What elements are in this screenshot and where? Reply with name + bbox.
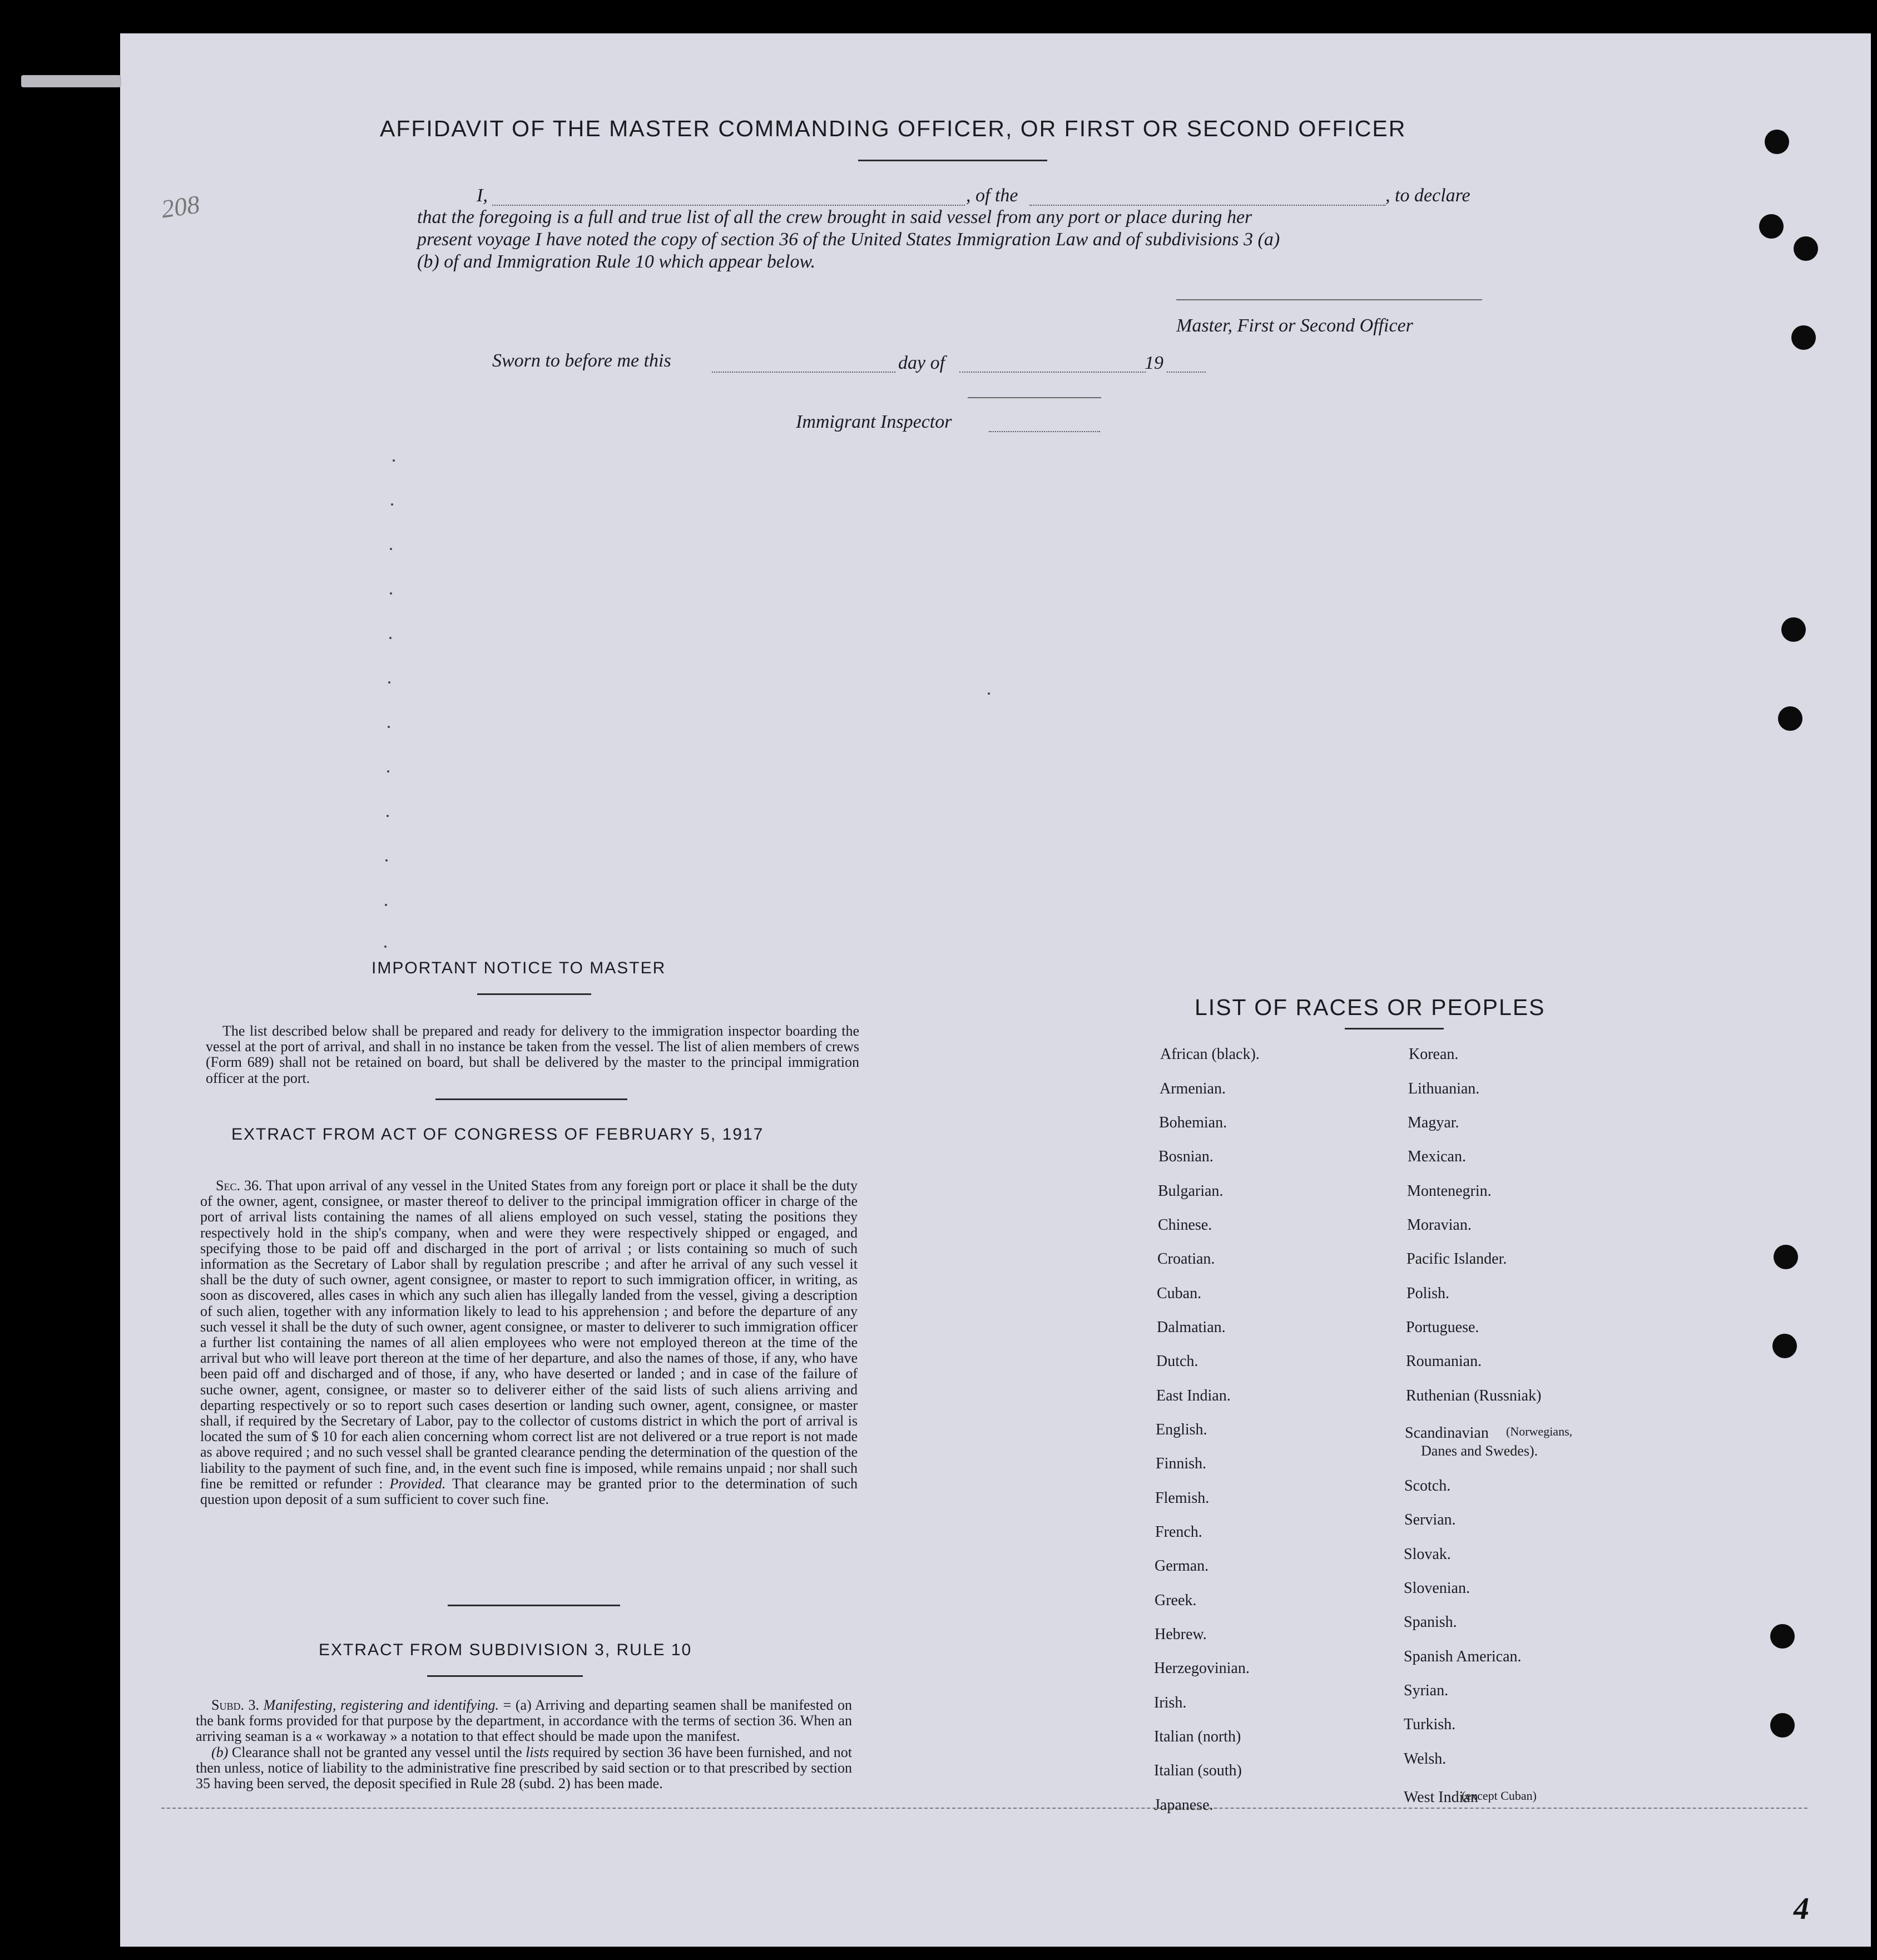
rule-extract-body bbox=[196, 1697, 852, 1791]
name-blank bbox=[492, 205, 965, 206]
race-item: Syrian. bbox=[1404, 1682, 1449, 1699]
race-item: Greek. bbox=[1155, 1592, 1197, 1609]
stray-dot bbox=[385, 859, 388, 862]
day-of-label: day of bbox=[898, 353, 945, 373]
affidavit-i: I, bbox=[477, 185, 488, 206]
race-item: Italian (north) bbox=[1154, 1728, 1241, 1745]
corner-handwritten-mark: 4 bbox=[1794, 1892, 1809, 1926]
race-item: Scotch. bbox=[1404, 1477, 1451, 1494]
race-item: Dutch. bbox=[1156, 1353, 1198, 1370]
race-item: Korean. bbox=[1409, 1046, 1459, 1063]
binder-hole bbox=[1765, 130, 1789, 154]
race-item: Irish. bbox=[1154, 1694, 1187, 1711]
race-item: Lithuanian. bbox=[1408, 1080, 1480, 1097]
race-item: French. bbox=[1155, 1523, 1202, 1541]
race-item: Polish. bbox=[1406, 1285, 1450, 1302]
inspector-caption: Immigrant Inspector bbox=[796, 412, 952, 432]
race-item: Flemish. bbox=[1155, 1489, 1210, 1507]
race-item: Croatian. bbox=[1157, 1250, 1215, 1268]
stray-dot bbox=[388, 726, 390, 728]
races-title: LIST OF RACES OR PEOPLES bbox=[1195, 994, 1546, 1020]
race-item: Mexican. bbox=[1408, 1148, 1466, 1165]
vessel-blank bbox=[1029, 205, 1385, 206]
race-item: Bohemian. bbox=[1159, 1114, 1227, 1131]
race-item: Moravian. bbox=[1407, 1216, 1472, 1234]
race-item: Magyar. bbox=[1408, 1114, 1459, 1131]
stray-dot bbox=[385, 904, 387, 906]
sec-label: Sec. 36. bbox=[216, 1177, 263, 1194]
year-blank bbox=[1167, 372, 1206, 373]
signature-caption: Master, First or Second Officer bbox=[1176, 315, 1413, 336]
stray-dot bbox=[393, 459, 395, 462]
race-item: West Indian bbox=[1404, 1789, 1478, 1806]
race-item: Chinese. bbox=[1158, 1216, 1212, 1234]
race-item: Herzegovinian. bbox=[1154, 1660, 1250, 1677]
race-item: Ruthenian (Russniak) bbox=[1406, 1387, 1542, 1404]
race-item: African (black). bbox=[1160, 1046, 1260, 1063]
binder-hole bbox=[1770, 1713, 1795, 1738]
subd-label: Subd. 3. bbox=[211, 1697, 260, 1713]
binder-hole bbox=[1794, 236, 1818, 261]
date-blank bbox=[712, 372, 895, 373]
race-item: Turkish. bbox=[1404, 1716, 1456, 1733]
notice-title: IMPORTANT NOTICE TO MASTER bbox=[372, 959, 666, 977]
race-item: Montenegrin. bbox=[1407, 1182, 1492, 1200]
binder-hole bbox=[1759, 214, 1784, 239]
subd-heading: Manifesting, registering and identifying. bbox=[263, 1697, 499, 1713]
races-rule bbox=[1345, 1028, 1444, 1030]
race-item: Finnish. bbox=[1156, 1455, 1207, 1472]
stray-dot bbox=[388, 681, 390, 684]
binder-hole bbox=[1778, 706, 1802, 731]
act-extract-body bbox=[200, 1178, 858, 1507]
stray-dot bbox=[988, 692, 990, 695]
notice-end-rule bbox=[435, 1098, 627, 1100]
title-rule bbox=[858, 160, 1047, 161]
rule-extract-rule bbox=[427, 1675, 583, 1677]
stray-dot bbox=[390, 592, 392, 595]
notice-body: The list described below shall be prepared and ready for delivery to the immigration inspector boarding the vessel at the port of arrival, and shall in no instance be taken from the vessel. The list of alien members of crews (Form 689) shall not be retained on board, but shall be delivered by the master to the principal immigration officer at the port. bbox=[206, 1023, 859, 1086]
west-indian-note: (except Cuban) bbox=[1462, 1789, 1537, 1803]
act-end-rule bbox=[448, 1605, 620, 1606]
scandinavian-note: (Norwegians, bbox=[1506, 1424, 1573, 1438]
stray-dot bbox=[387, 815, 389, 817]
subd-b-label: (b) bbox=[211, 1744, 229, 1760]
year-label: 19 bbox=[1145, 353, 1163, 373]
rule-extract-title: EXTRACT FROM SUBDIVISION 3, RULE 10 bbox=[319, 1641, 692, 1659]
inspector-blank bbox=[989, 431, 1100, 432]
provided-label: Provided. bbox=[389, 1475, 446, 1492]
race-item: Dalmatian. bbox=[1157, 1319, 1226, 1336]
scandinavian-note-2: Danes and Swedes). bbox=[1421, 1443, 1538, 1459]
race-item: Cuban. bbox=[1157, 1285, 1202, 1302]
stray-dot bbox=[387, 770, 389, 773]
binder-hole bbox=[1774, 1245, 1798, 1269]
race-item: Scandinavian bbox=[1405, 1424, 1489, 1442]
race-item: Portuguese. bbox=[1406, 1319, 1479, 1336]
race-item: English. bbox=[1156, 1421, 1207, 1438]
binder-tab bbox=[21, 75, 121, 87]
binder-hole bbox=[1772, 1334, 1797, 1358]
race-item: Servian. bbox=[1404, 1511, 1456, 1528]
sec-36-text: That upon arrival of any vessel in the United States from any foreign port or place it shall be the duty of the owner, agent, consignee, or master thereof to deliver to the principal immigration officer in charge of the port of arrival lists containing the names of all aliens employed on such vessel, stating the positions they respectively hold in the ship's company, when and were they were respectively shipped or engaged, and specifying those to be paid off and discharged in the port of arrival ; or lists containing so much of such information as the Secretary of Labor shall by regulation prescribe ; and after he arrival of any such vessel it shall be the duty of such owner, agent consignee, or master to report to such immigration officer, in writing, as soon as discovered, alles cases in which any such alien has illegally landed from the vessel, giving a description of such alien, together with any information likely to lead to his apprehension ; and before the departure of any such vessel it shall be the duty of such owner, agent consignee, or master to deliverer to such immigration officer a further list containing the names of all alien employees who were not employed thereon at the time of the arrival but who will leave port thereon at the time of her departure, and also the names of those, if any, who have been paid off and discharged and of those, if any, who have deserted or landed ; and in case of the failure of suche owner, agent, consignee, or master so to deliverer either of the said lists of such aliens arriving and departing respectively or so to report such cases desertion or landing such owner, agent, consignee, or master shall, if required by the Secretary of Labor, pay to the collector of customs district in which the port of arrival is located the sum of $ 10 for each alien concerning whom correct list are not delivered or a true report is not made as above required ; and no such vessel shall be granted clearance pending the determination of the question of the liability to the payment of such fine, and, in the event such fine is imposed, while remains unpaid ; nor shall such fine be remitted or refunder : bbox=[200, 1177, 858, 1492]
race-item: Slovak. bbox=[1404, 1546, 1451, 1563]
subd-para-b-rest: required by section 36 have been furnished, and not then unless, notice of liability to the administrative fine prescribed by said section or to that prescribed by section 35 having been served, the deposit specified in Rule 28 (subd. 2) has been made. bbox=[196, 1744, 853, 1792]
race-item: Spanish American. bbox=[1404, 1648, 1522, 1665]
race-item: Welsh. bbox=[1404, 1750, 1447, 1768]
race-item: Pacific Islander. bbox=[1406, 1250, 1507, 1268]
race-item: Japanese. bbox=[1154, 1796, 1214, 1814]
affidavit-line-2: that the foregoing is a full and true list of all the crew brought in said vessel from any port or place during her bbox=[417, 207, 1252, 227]
stray-dot bbox=[384, 946, 387, 948]
inspector-signature-line bbox=[968, 397, 1101, 398]
race-item: Roumanian. bbox=[1406, 1353, 1482, 1370]
sec-36-end: That clearance may be granted prior to the determination of such question upon deposit of a sum sufficient to cover such fine. bbox=[200, 1475, 858, 1508]
binder-hole bbox=[1770, 1624, 1795, 1649]
signature-line bbox=[1176, 299, 1482, 300]
affidavit-title: AFFIDAVIT OF THE MASTER COMMANDING OFFICER, OR FIRST OR SECOND OFFICER bbox=[380, 116, 1406, 141]
affidavit-of-the: , of the bbox=[966, 185, 1018, 206]
bottom-dashed-rule bbox=[161, 1808, 1807, 1809]
race-item: East Indian. bbox=[1156, 1387, 1231, 1404]
month-blank bbox=[959, 372, 1146, 373]
affidavit-to-declare: , to declare bbox=[1385, 185, 1470, 206]
race-item: Armenian. bbox=[1160, 1080, 1226, 1097]
document-sheet bbox=[120, 33, 1871, 1947]
stray-dot bbox=[391, 503, 393, 506]
act-extract-title: EXTRACT FROM ACT OF CONGRESS OF FEBRUARY 5, 1917 bbox=[231, 1125, 764, 1144]
race-item: Hebrew. bbox=[1155, 1626, 1207, 1643]
race-item: German. bbox=[1155, 1557, 1209, 1575]
margin-handwritten-number: 208 bbox=[159, 190, 202, 224]
sworn-label: Sworn to before me this bbox=[492, 350, 671, 371]
subd-para-a: = (a) Arriving and departing seamen shall be manifested on the bank forms provided for that purpose by the department, in accordance with the terms of section 36. When an arriving seaman is a « workaway » a notation to that effect should be made upon the manifest. bbox=[196, 1697, 853, 1745]
binder-hole bbox=[1781, 617, 1806, 642]
stray-dot bbox=[389, 637, 392, 639]
affidavit-line-3: present voyage I have noted the copy of section 36 of the United States Immigration Law and of subdivisions 3 (a) bbox=[417, 229, 1280, 250]
race-item: Slovenian. bbox=[1404, 1580, 1470, 1597]
stray-dot bbox=[390, 548, 392, 550]
binder-hole bbox=[1791, 325, 1816, 350]
subd-para-b-mid: Clearance shall not be granted any vessel until the bbox=[231, 1744, 522, 1760]
race-item: Bosnian. bbox=[1158, 1148, 1214, 1165]
race-item: Italian (south) bbox=[1154, 1762, 1242, 1779]
race-item: Bulgarian. bbox=[1158, 1182, 1224, 1200]
notice-rule bbox=[477, 993, 591, 995]
subd-lists-word: lists bbox=[526, 1744, 549, 1760]
race-item: Spanish. bbox=[1404, 1613, 1457, 1631]
affidavit-line-4: (b) of and Immigration Rule 10 which appear below. bbox=[417, 251, 816, 272]
